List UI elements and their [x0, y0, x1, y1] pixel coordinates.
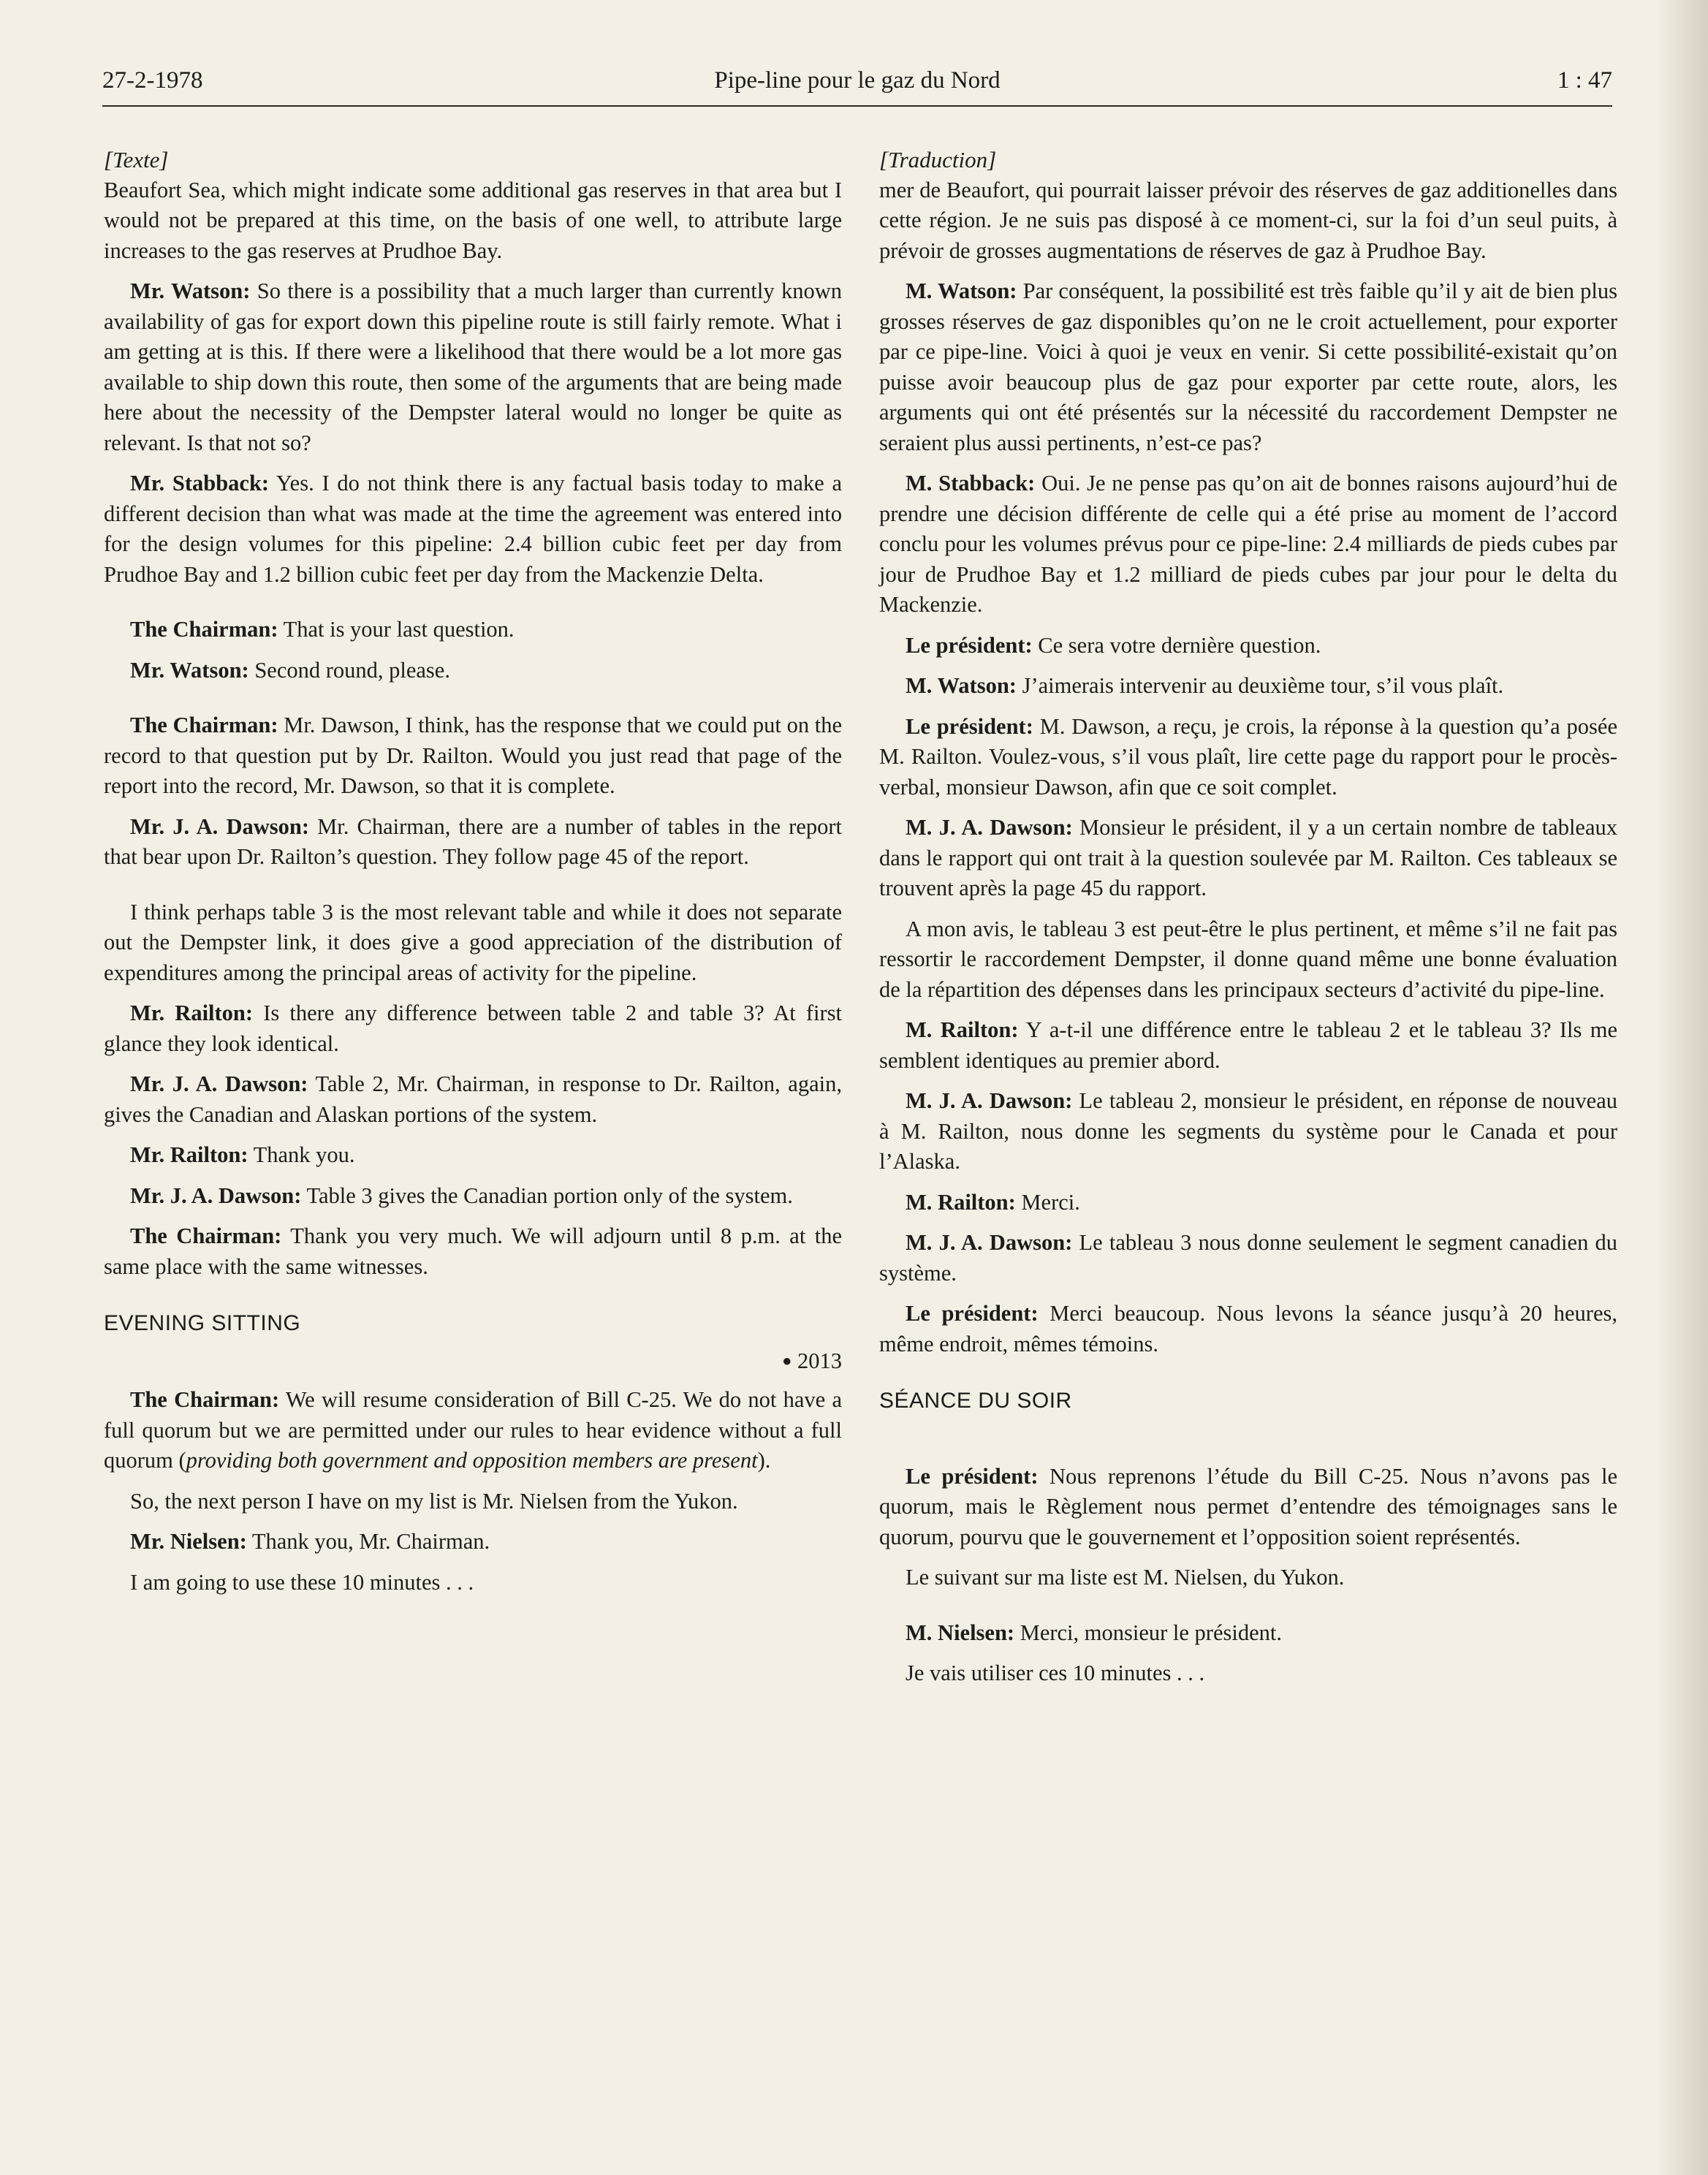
language-label: [Texte] — [104, 147, 169, 172]
paragraph — [879, 1188, 1617, 1218]
paragraph — [104, 812, 842, 873]
speech-text: Second round, please. — [248, 657, 450, 683]
paragraph — [879, 1618, 1617, 1649]
speaker-name: M. Watson: — [906, 278, 1017, 303]
paragraph — [879, 671, 1617, 702]
paragraph: A mon avis, le tableau 3 est peut-être le plus pertinent, et même s’il ne fait pas ressortir le raccordement Dempster, il donne quand même une bonne évaluation de la répartition des dépenses dans les principaux secteurs d’activité du pipe-line. — [879, 916, 1617, 1002]
speaker-name: M. J. A. Dawson: — [906, 1088, 1073, 1113]
speech-text: Is there any difference between table 2 and table 3? At first glance they look identical. — [104, 1001, 842, 1056]
speaker-name: Mr. Watson: — [130, 657, 249, 683]
paragraph — [104, 468, 842, 590]
speech-text: Table 2, Mr. Chairman, in response to Dr. Railton, again, gives the Canadian and Alaskan portions of the system. — [104, 1071, 842, 1127]
speech-text: Nous reprenons l’étude du Bill C-25. Nous n’avons pas le quorum, mais le Règlement nous permet d’entendre des témoignages sans le quorum, pourvu que le gouvernement et l’opposition soient représentés. — [879, 1463, 1617, 1549]
english-column — [104, 145, 842, 1608]
section-heading: EVENING SITTING — [104, 1311, 301, 1335]
speech-text: Merci, monsieur le président. — [1014, 1620, 1282, 1645]
paragraph — [104, 710, 842, 802]
paragraph — [104, 998, 842, 1059]
speech-text: Thank you. — [248, 1142, 355, 1167]
speech-text: Thank you very much. We will adjourn until 8 p.m. at the same place with the same witnesses. — [104, 1223, 843, 1279]
header-rule — [102, 105, 1612, 107]
speaker-name: Mr. J. A. Dawson: — [130, 1071, 308, 1096]
running-header — [102, 67, 1612, 104]
speech-text: So there is a possibility that a much larger than currently known availability of gas for export down this pipeline route is still fairly remote. What i am getting at is this. If there were a likelihood that there would be a lot more gas available to ship down this route, then some of the arguments that are being made here about the necessity of the Dempster lateral would no longer be quite as relevant. Is that not so? — [104, 278, 843, 455]
speaker-name: M. Railton: — [906, 1189, 1016, 1215]
speaker-name: Mr. Nielsen: — [130, 1529, 247, 1554]
header-date: 27-2-1978 — [102, 67, 203, 94]
speech-text: Monsieur le président, il y a un certain nombre de tableaux dans le rapport qui ont trait à la question soulevée par M. Railton. Ces tableaux se trouvent après la page 45 du rapport. — [879, 815, 1618, 900]
paragraph: Je vais utiliser ces 10 minutes . . . — [906, 1660, 1205, 1685]
speaker-name: The Chairman: — [130, 1223, 282, 1248]
speech-text: That is your last question. — [278, 617, 515, 642]
speaker-name: M. Railton: — [906, 1017, 1019, 1042]
paragraph — [879, 631, 1617, 661]
paragraph — [104, 1140, 842, 1171]
paragraph: I am going to use these 10 minutes . . . — [130, 1569, 474, 1595]
timestamp — [104, 1346, 842, 1378]
speech-text: Y a-t-il une différence entre le tableau 2 et le tableau 3? Ils me semblent identiques au premier abord. — [879, 1017, 1617, 1073]
paragraph: So, the next person I have on my list is Mr. Nielsen from the Yukon. — [130, 1488, 738, 1514]
paragraph — [879, 813, 1617, 904]
speech-text: Oui. Je ne pense pas qu’on ait de bonnes raisons aujourd’hui de prendre une décision différente de celle qui a été prise au moment de l’accord conclu pour les volumes prévus pour ce pipe-line: 2.4 milliards de pieds cubes par jour de Prudhoe Bay et 1.2 milliard de pieds cubes par jour pour le delta du Mackenzie. — [879, 471, 1617, 617]
speaker-name: M. Nielsen: — [906, 1620, 1015, 1645]
speech-text: Le tableau 2, monsieur le président, en réponse de nouveau à M. Railton, nous donne les segments du système pour le Canada et pour l’Alaska. — [879, 1088, 1617, 1174]
speaker-name: M. J. A. Dawson: — [906, 815, 1073, 840]
paragraph — [104, 276, 842, 458]
paragraph — [879, 712, 1617, 803]
speaker-name: Le président: — [906, 1301, 1039, 1326]
paragraph — [879, 1228, 1617, 1288]
speaker-name: Mr. Railton: — [130, 1142, 248, 1167]
speech-text: Thank you, Mr. Chairman. — [246, 1529, 490, 1554]
speech-text: We will resume consideration of Bill C-25. We do not have a full quorum but we are permitted under our rules to hear evidence without a full quorum ( — [104, 1387, 842, 1473]
speech-text: Ce sera votre dernière question. — [1032, 632, 1321, 658]
speaker-name: The Chairman: — [130, 1387, 280, 1412]
speech-text: Mr. Dawson, I think, has the response that we could put on the record to that question put by Dr. Railton. Would you just read that page of the report into the record, Mr. Dawson, so that it is complete. — [104, 713, 842, 798]
speech-text: Yes. I do not think there is any factual basis today to make a different decision than what was made at the time the agreement was entered into for the design volumes for this pipeline: 2.4 billion cubic feet per day from Prudhoe Bay and 1.2 billion cubic feet per day from the Mackenzie Delta. — [104, 471, 842, 587]
paragraph — [879, 1086, 1617, 1177]
speech-text: Le tableau 3 nous donne seulement le segment canadien du système. — [879, 1230, 1618, 1286]
speaker-name: The Chairman: — [130, 713, 278, 737]
paragraph — [879, 276, 1617, 458]
paragraph — [104, 1181, 842, 1212]
paragraph: I think perhaps table 3 is the most relevant table and while it does not separate out the Dempster link, it does give a good appreciation of the distribution of expenditures among the principal areas of activity for the pipeline. — [104, 899, 842, 985]
paragraph — [104, 1069, 842, 1130]
paragraph — [879, 468, 1617, 620]
speaker-name: Le président: — [906, 1463, 1039, 1489]
section-heading: SÉANCE DU SOIR — [879, 1389, 1072, 1413]
speaker-name: Mr. Watson: — [130, 278, 251, 303]
speech-text: Merci. — [1015, 1189, 1080, 1215]
speech-text: Merci beaucoup. Nous levons la séance jusqu’à 20 heures, même endroit, mêmes témoins. — [879, 1301, 1617, 1356]
paragraph — [879, 1015, 1617, 1076]
header-page-number: 1 : 47 — [1557, 67, 1612, 94]
paragraph — [879, 1462, 1617, 1553]
speech-text: Par conséquent, la possibilité est très faible qu’il y ait de bien plus grosses réserves de gaz disponibles qu’on ne le croit actuellement, pour exporter par ce pipe-line. Voici à quoi je veux en venir. Si cette possibilité-existait qu’on puisse avoir beaucoup plus de gaz pour exporter par cette route, alors, les arguments qui ont été présentés sur la nécessité du raccordement Dempster ne seraient plus aussi pertinents, n’est-ce pas? — [879, 278, 1617, 455]
paragraph — [879, 1299, 1617, 1359]
speaker-name: Mr. J. A. Dawson: — [130, 813, 309, 839]
speaker-name: Le président: — [906, 713, 1033, 739]
paragraph — [104, 656, 842, 686]
speaker-name: M. Watson: — [906, 673, 1017, 698]
paragraph — [104, 1527, 842, 1557]
speaker-name: Le président: — [906, 632, 1033, 658]
page-gutter-shadow — [1657, 0, 1708, 2175]
speech-text: ). — [757, 1448, 771, 1473]
speaker-name: Mr. Stabback: — [130, 471, 270, 496]
timestamp-value: 2013 — [797, 1348, 842, 1373]
paragraph — [104, 615, 842, 645]
bullet-icon: ● — [782, 1351, 792, 1370]
speech-text: Mr. Chairman, there are a number of tables in the report that bear upon Dr. Railton’s question. They follow page 45 of the report. — [104, 813, 842, 869]
italic-text: providing both government and opposition members are present — [186, 1448, 758, 1473]
speech-text: M. Dawson, a reçu, je crois, la réponse à la question qu’a posée M. Railton. Voulez-vous, s’il vous plaît, lire cette page du rapport pour le procès-verbal, monsieur Dawson, afin que ce soit complet. — [879, 713, 1617, 800]
paragraph — [104, 1221, 842, 1282]
speaker-name: The Chairman: — [130, 617, 278, 642]
header-title: Pipe-line pour le gaz du Nord — [714, 67, 1001, 94]
language-label: [Traduction] — [879, 147, 997, 172]
speaker-name: M. Stabback: — [906, 471, 1036, 496]
speaker-name: Mr. Railton: — [130, 1001, 254, 1025]
speech-text: J’aimerais intervenir au deuxième tour, s’il vous plaît. — [1016, 673, 1504, 698]
speaker-name: M. J. A. Dawson: — [906, 1230, 1073, 1255]
paragraph: Le suivant sur ma liste est M. Nielsen, du Yukon. — [906, 1565, 1345, 1590]
paragraph — [104, 1385, 842, 1476]
speaker-name: Mr. J. A. Dawson: — [130, 1183, 302, 1208]
speech-text: Table 3 gives the Canadian portion only of the system. — [301, 1183, 793, 1208]
french-column — [879, 145, 1617, 1699]
paragraph: mer de Beaufort, qui pourrait laisser prévoir des réserves de gaz additionelles dans cette région. Je ne suis pas disposé à ce moment-ci, sur la foi d’un seul puits, à prévoir de grosses augmentations de réserves de gaz à Prudhoe Bay. — [879, 177, 1617, 263]
paragraph: Beaufort Sea, which might indicate some additional gas reserves in that area but I would not be prepared at this time, on the basis of one well, to attribute large increases to the gas reserves at Prudhoe Bay. — [104, 177, 842, 263]
